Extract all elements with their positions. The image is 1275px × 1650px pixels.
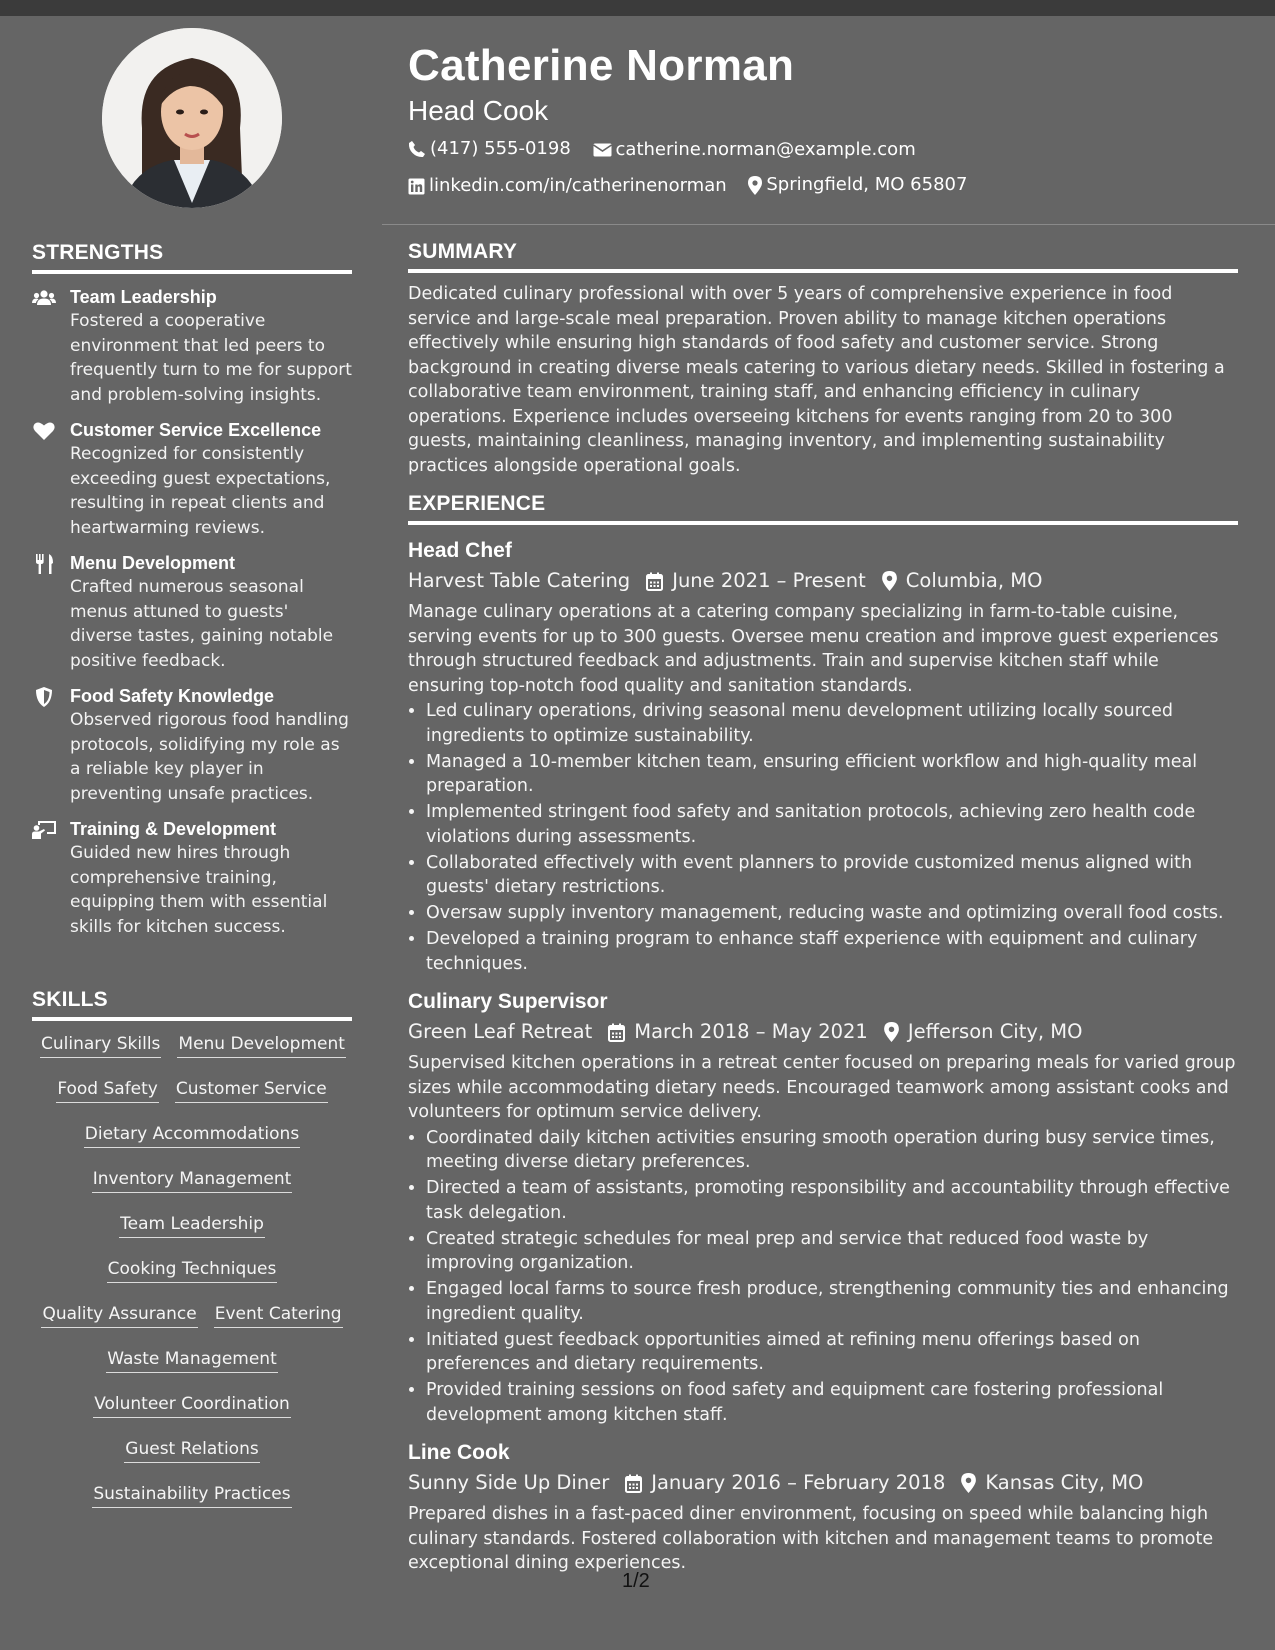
email-item[interactable] [593,134,916,166]
job-meta [408,1016,1238,1048]
skill-row [32,1213,352,1258]
skill-list [32,1033,352,1528]
contact-info [408,133,1238,206]
skill-tag: Cooking Techniques [107,1258,278,1283]
job-location-text: Kansas City, MO [985,1471,1144,1494]
utensils-icon [32,554,56,574]
skill-tag: Food Safety [56,1078,159,1103]
skill-tag: Team Leadership [119,1213,265,1238]
skill-row [32,1348,352,1393]
job-bullet: • Managed a 10-member kitchen team, ensuring efficient workflow and high-quality meal preparation. [426,750,1238,799]
linkedin-icon [408,178,425,195]
skill-row [32,1303,352,1348]
candidate-name: Catherine Norman [408,41,795,90]
strength-item [32,552,352,673]
map-marker-icon [748,176,762,195]
skill-tag: Waste Management [106,1348,278,1373]
job-title: Line Cook [408,1441,510,1464]
strength-title: Menu Development [70,553,236,573]
job-title: Culinary Supervisor [408,990,608,1013]
strength-item [32,685,352,806]
skill-tag: Sustainability Practices [92,1483,291,1508]
strength-item [32,419,352,540]
strength-description: Crafted numerous seasonal menus attuned to guests' diverse tastes, gaining notable positive feedback. [70,577,334,671]
skills-heading: SKILLS [32,988,352,1021]
strength-title: Team Leadership [70,287,217,307]
experience-section [408,492,1238,1576]
skill-row [32,1258,352,1303]
company-name: Harvest Table Catering [408,569,631,592]
company-name: Sunny Side Up Diner [408,1471,610,1494]
strengths-heading: STRENGTHS [32,241,352,274]
strength-title: Training & Development [70,819,277,839]
job-bullet: • Directed a team of assistants, promoting responsibility and accountability through effective task delegation. [426,1176,1238,1225]
strength-item [32,818,352,939]
location-text: Springfield, MO 65807 [766,174,968,195]
strengths-section [32,241,352,939]
email-link[interactable]: catherine.norman@example.com [615,139,916,160]
job-location-text: Jefferson City, MO [907,1020,1083,1043]
strength-title: Customer Service Excellence [70,420,322,440]
calendar-icon [625,1474,642,1493]
skill-tag: Culinary Skills [40,1033,161,1058]
summary-text: Dedicated culinary professional with over 5 years of comprehensive experience in food service and large-scale meal preparation. Proven ability to manage kitchen operations effectively while ensuring high standards of food safety and customer service. Strong background in creating diverse meals catering to various dietary needs. Skilled in fostering a collaborative team environment, training staff, and enhancing efficiency in culinary operations. Experience includes overseeing kitchens for events ranging from 20 to 300 guests, maintaining cleanliness, managing inventory, and implementing sustainability practices alongside operational goals. [408,284,1225,476]
skill-tag: Menu Development [177,1033,346,1058]
job-description: Manage culinary operations at a catering company specializing in farm-to-table cuisine, serving events for up to 300 guests. Oversee menu creation and improve guest experiences through structured feedback and adjustments. Train and supervise kitchen staff while ensuring top-notch food quality and sanitation standards. [408,602,1219,696]
calendar-icon [646,572,663,591]
skill-row [32,1438,352,1483]
job-dates [646,565,866,597]
skill-row [32,1078,352,1123]
strength-description: Fostered a cooperative environment that led peers to frequently turn to me for support and problem-solving insights. [70,311,352,405]
job-entry [408,988,1238,1427]
strength-title: Food Safety Knowledge [70,686,275,706]
phone-item [408,133,571,165]
main-column [408,240,1238,1576]
map-marker-icon [961,1473,976,1493]
skill-tag: Guest Relations [124,1438,259,1463]
job-location [961,1467,1143,1499]
map-marker-icon [884,1022,899,1042]
job-bullet: • Engaged local farms to source fresh produce, strengthening community ties and enhancing ingredient quality. [426,1277,1238,1326]
summary-section [408,240,1238,478]
company-name: Green Leaf Retreat [408,1020,593,1043]
chalkboard-teacher-icon [32,820,56,840]
job-title: Head Chef [408,539,512,562]
heart-icon [32,421,56,441]
phone-icon [408,140,426,158]
job-bullet: • Developed a training program to enhance staff experience with equipment and culinary techniques. [426,927,1238,976]
job-dates-text: January 2016 – February 2018 [651,1471,946,1494]
job-bullet: • Led culinary operations, driving seasonal menu development utilizing locally sourced ingredients to optimize sustainability. [426,699,1238,748]
strength-description: Recognized for consistently exceeding guest expectations, resulting in repeat clients and heartwarming reviews. [70,444,331,538]
linkedin-link[interactable]: linkedin.com/in/catherinenorman [429,175,727,196]
profile-photo [102,28,282,208]
job-bullets [408,1126,1238,1428]
job-bullets [408,699,1238,976]
skill-tag: Event Catering [214,1303,343,1328]
skill-tag: Quality Assurance [41,1303,197,1328]
skill-row [32,1123,352,1168]
job-bullet: • Created strategic schedules for meal prep and service that reduced food waste by improving organization. [426,1227,1238,1276]
job-entry [408,1439,1238,1576]
skill-tag: Inventory Management [92,1168,293,1193]
skill-row [32,1393,352,1438]
strength-description: Observed rigorous food handling protocols, solidifying my role as a reliable key player in preventing unsafe practices. [70,710,349,804]
job-list [408,537,1238,1576]
page-number: 1/2 [622,1570,650,1592]
linkedin-item[interactable] [408,170,727,202]
resume-header [408,40,1238,206]
phone-text: (417) 555-0198 [430,138,571,159]
job-bullet: • Implemented stringent food safety and sanitation protocols, achieving zero health code violations during assessments. [426,800,1238,849]
job-bullet: • Collaborated effectively with event planners to provide customized menus aligned with guests' dietary restrictions. [426,851,1238,900]
job-description: Prepared dishes in a fast-paced diner environment, focusing on speed while balancing high culinary standards. Fostered collaboration with kitchen and management teams to promote exceptional dining experiences. [408,1504,1214,1573]
summary-heading: SUMMARY [408,240,1238,273]
strength-item [32,286,352,407]
job-bullet: • Oversaw supply inventory management, reducing waste and optimizing overall food costs. [426,901,1238,926]
skill-tag: Customer Service [175,1078,328,1103]
candidate-role: Head Cook [408,95,549,126]
envelope-icon [593,142,612,158]
job-dates-text: June 2021 – Present [672,569,866,592]
job-dates [608,1016,868,1048]
skills-section [32,988,352,1528]
job-location-text: Columbia, MO [905,569,1043,592]
skill-row [32,1483,352,1528]
job-bullet: • Coordinated daily kitchen activities ensuring smooth operation during busy service times, meeting diverse dietary preferences. [426,1126,1238,1175]
skill-row [32,1033,352,1078]
skill-tag: Volunteer Coordination [93,1393,291,1418]
skill-tag: Dietary Accommodations [84,1123,300,1148]
job-entry [408,537,1238,976]
job-location [882,565,1043,597]
job-meta [408,1467,1238,1499]
skill-row [32,1168,352,1213]
job-meta [408,565,1238,597]
calendar-icon [608,1023,625,1042]
job-bullet: • Initiated guest feedback opportunities aimed at refining menu offerings based on preferences and dietary requirements. [426,1328,1238,1377]
job-dates-text: March 2018 – May 2021 [634,1020,868,1043]
viewer-top-bar [0,0,1275,16]
map-marker-icon [882,571,897,591]
shield-icon [32,687,56,707]
header-divider [382,224,1275,225]
job-location [884,1016,1083,1048]
location-item [748,169,967,201]
experience-heading: EXPERIENCE [408,492,1238,525]
job-dates [625,1467,945,1499]
job-bullet: • Provided training sessions on food safety and equipment care fostering professional development among kitchen staff. [426,1378,1238,1427]
job-description: Supervised kitchen operations in a retreat center focused on preparing meals for varied group sizes while accommodating dietary needs. Encouraged teamwork among assistant cooks and volunteers for optimum service delivery. [408,1053,1236,1122]
users-icon [32,288,56,308]
strength-description: Guided new hires through comprehensive training, equipping them with essential skills for kitchen success. [70,843,328,937]
